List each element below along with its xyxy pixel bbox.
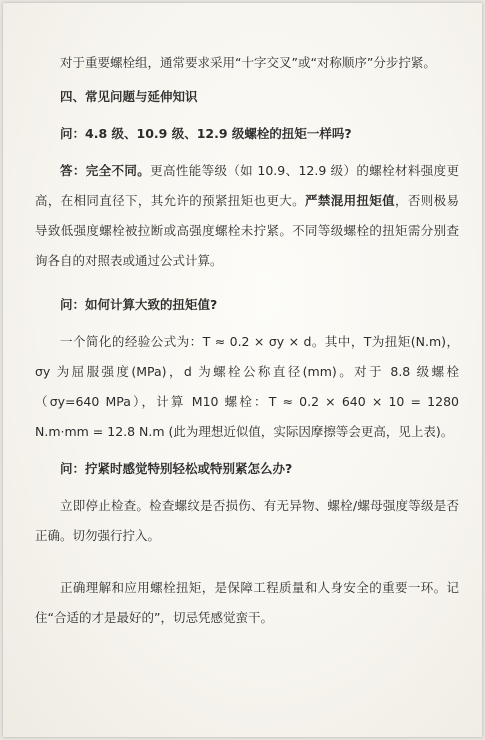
document-page	[3, 3, 482, 737]
answer-1-warning: 严禁混用扭矩值	[305, 193, 396, 208]
answer-1-lead: 答：完全不同。	[60, 163, 151, 178]
section-title: 四、常见问题与延伸知识	[60, 89, 198, 104]
answer-1-part2: ，否则极易导致低强度螺栓被拉断或高强度螺栓未拧紧。不同等级螺栓的扭矩需分别查询各自的对照表或通过公式计算。	[35, 193, 459, 268]
document-content	[35, 51, 459, 633]
answer-1	[35, 156, 459, 276]
answer-1-part1: 更高性能等级（如 10.9、12.9 级）的螺栓材料强度更高，在相同直径下，其允许的预紧扭矩也更大。	[35, 163, 459, 208]
question-2: 问：如何计算大致的扭矩值?	[60, 297, 218, 312]
intro-paragraph: 对于重要螺栓组，通常要求采用“十字交叉”或“对称顺序”分步拧紧。	[60, 55, 436, 70]
answer-3: 立即停止检查。检查螺纹是否损伤、有无异物、螺栓/螺母强度等级是否正确。切勿强行拧入。	[35, 498, 459, 543]
closing-paragraph: 正确理解和应用螺栓扭矩，是保障工程质量和人身安全的重要一环。记住“合适的才是最好的”，切忌凭感觉蛮干。	[35, 580, 459, 625]
answer-2: 一个简化的经验公式为：T ≈ 0.2 × σy × d。其中，T为扭矩(N.m)，σy 为屈服强度(MPa)，d 为螺栓公称直径(mm)。对于 8.8 级螺栓（σy=640 MPa），计算 M10 螺栓：T ≈ 0.2 × 640 × 10 = 1280 N.m·mm = 12.8 N.m (此为理想近似值，实际因摩擦等会更高，见上表)。	[35, 334, 459, 439]
question-1: 问：4.8 级、10.9 级、12.9 级螺栓的扭矩一样吗?	[60, 126, 352, 141]
question-3: 问：拧紧时感觉特别轻松或特别紧怎么办?	[60, 461, 293, 476]
